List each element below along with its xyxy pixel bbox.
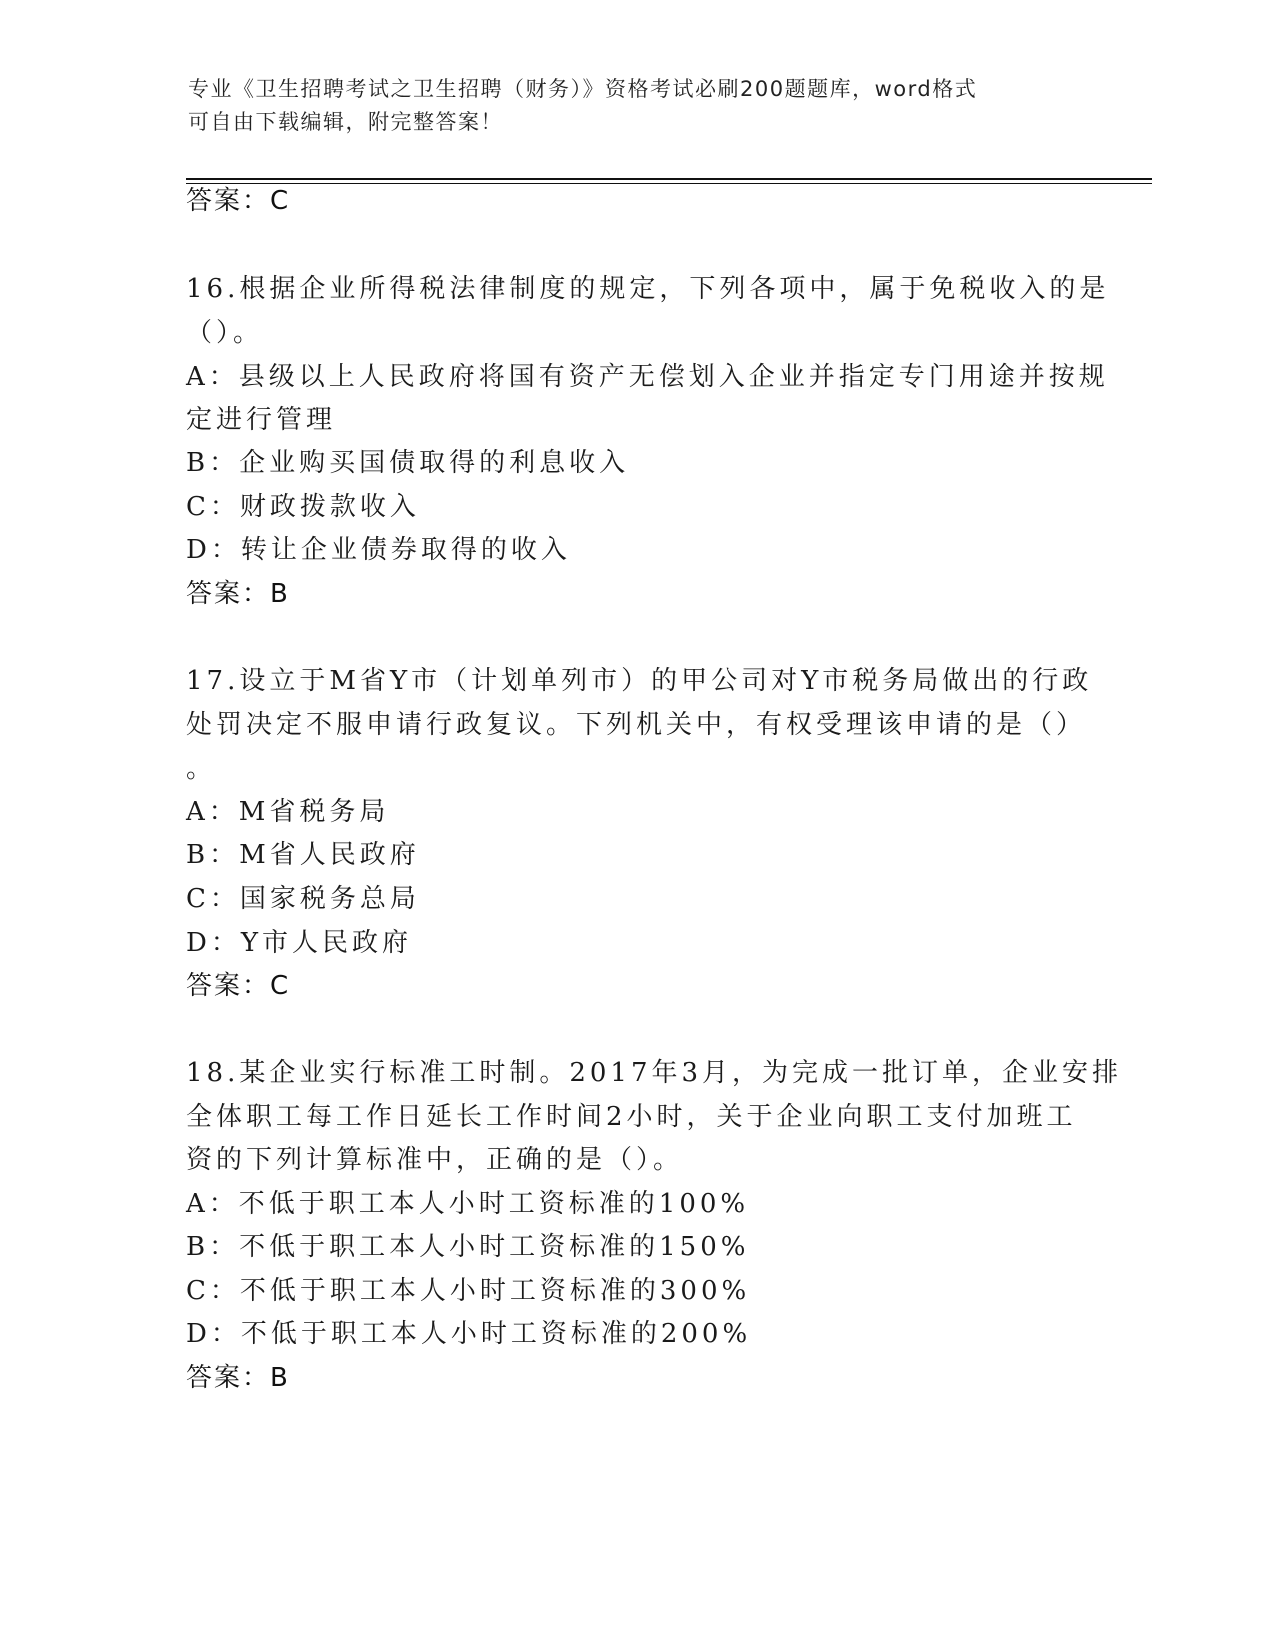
question-16-option-a-cont: 定进行管理 (186, 405, 337, 435)
question-17-line-3: 。 (186, 754, 217, 784)
question-18-line-2: 全体职工每工作日延长工作时间2小时，关于企业向职工支付加班工 (186, 1102, 1077, 1132)
answer-q18: 答案：B (186, 1363, 290, 1393)
answer-q17: 答案：C (186, 971, 291, 1001)
document-header (188, 73, 1088, 139)
question-18-option-c: C：不低于职工本人小时工资标准的300% (186, 1276, 751, 1306)
question-17-option-c: C：国家税务总局 (186, 884, 420, 914)
header-line-1: 专业《卫生招聘考试之卫生招聘（财务）》资格考试必刷200题题库，word格式 (188, 77, 978, 101)
question-17-line-2: 处罚决定不服申请行政复议。下列机关中，有权受理该申请的是（） (186, 710, 1087, 740)
question-18-line-1: 18.某企业实行标准工时制。2017年3月，为完成一批订单，企业安排 (186, 1058, 1123, 1088)
question-17-option-a: A：M省税务局 (186, 797, 390, 827)
answer-q15: 答案：C (186, 186, 291, 216)
question-16-option-c: C：财政拨款收入 (186, 492, 420, 522)
answer-q16: 答案：B (186, 579, 290, 609)
question-18-option-d: D：不低于职工本人小时工资标准的200% (186, 1319, 752, 1349)
question-18-line-3: 资的下列计算标准中，正确的是（）。 (186, 1145, 684, 1175)
question-16-option-b: B：企业购买国债取得的利息收入 (186, 448, 630, 478)
question-18-option-a: A：不低于职工本人小时工资标准的100% (186, 1189, 750, 1219)
question-17-line-1: 17.设立于M省Y市（计划单列市）的甲公司对Y市税务局做出的行政 (186, 666, 1093, 696)
header-divider-thick (186, 178, 1152, 180)
question-18-option-b: B：不低于职工本人小时工资标准的150% (186, 1232, 750, 1262)
header-divider-thin (186, 183, 1152, 184)
question-17-option-b: B：M省人民政府 (186, 840, 420, 870)
question-16-line-2: （）。 (186, 318, 264, 348)
question-17-option-d: D：Y市人民政府 (186, 928, 413, 958)
question-16-option-a: A：县级以上人民政府将国有资产无偿划入企业并指定专门用途并按规 (186, 362, 1109, 392)
header-line-2: 可自由下载编辑，附完整答案！ (188, 110, 503, 134)
question-16-option-d: D：转让企业债券取得的收入 (186, 535, 571, 565)
question-16-line-1: 16.根据企业所得税法律制度的规定，下列各项中，属于免税收入的是 (186, 274, 1110, 304)
